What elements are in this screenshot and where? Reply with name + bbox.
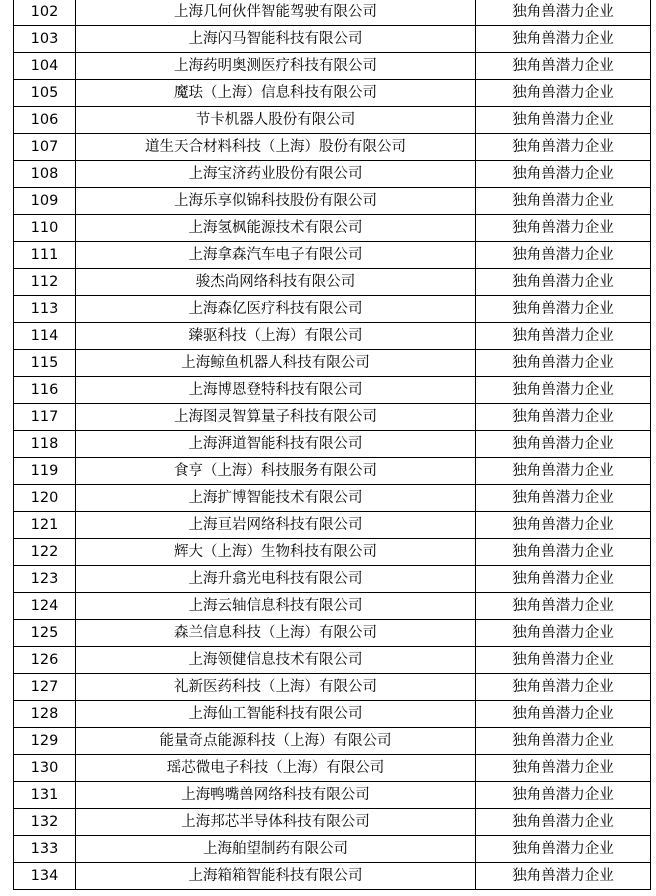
company-name: 臻驱科技（上海）有限公司 (76, 323, 476, 350)
company-name: 礼新医药科技（上海）有限公司 (76, 674, 476, 701)
row-number: 111 (14, 242, 76, 269)
table-row (14, 215, 651, 242)
company-name: 上海宝济药业股份有限公司 (76, 161, 476, 188)
row-number: 130 (14, 755, 76, 782)
table-row (14, 539, 651, 566)
row-number: 108 (14, 161, 76, 188)
table-row (14, 107, 651, 134)
table-row (14, 512, 651, 539)
company-name: 上海升翕光电科技有限公司 (76, 566, 476, 593)
table-row (14, 458, 651, 485)
company-category: 独角兽潜力企业 (476, 620, 651, 647)
row-number: 104 (14, 53, 76, 80)
table-row (14, 404, 651, 431)
company-name: 上海亘岩网络科技有限公司 (76, 512, 476, 539)
table-row (14, 431, 651, 458)
row-number: 105 (14, 80, 76, 107)
company-name: 上海药明奥测医疗科技有限公司 (76, 53, 476, 80)
company-name: 上海鲸鱼机器人科技有限公司 (76, 350, 476, 377)
table-row (14, 134, 651, 161)
company-category: 独角兽潜力企业 (476, 674, 651, 701)
company-name: 辉大（上海）生物科技有限公司 (76, 539, 476, 566)
company-category: 独角兽潜力企业 (476, 26, 651, 53)
row-number: 131 (14, 782, 76, 809)
row-number: 122 (14, 539, 76, 566)
company-name: 上海箱箱智能科技有限公司 (76, 863, 476, 890)
row-number: 128 (14, 701, 76, 728)
company-category: 独角兽潜力企业 (476, 836, 651, 863)
row-number: 124 (14, 593, 76, 620)
company-name: 节卡机器人股份有限公司 (76, 107, 476, 134)
row-number: 113 (14, 296, 76, 323)
company-category: 独角兽潜力企业 (476, 377, 651, 404)
table-row (14, 26, 651, 53)
table-row (14, 242, 651, 269)
company-name: 上海氢枫能源技术有限公司 (76, 215, 476, 242)
row-number: 110 (14, 215, 76, 242)
company-name: 上海扩博智能技术有限公司 (76, 485, 476, 512)
company-category: 独角兽潜力企业 (476, 242, 651, 269)
row-number: 123 (14, 566, 76, 593)
row-number: 133 (14, 836, 76, 863)
row-number: 119 (14, 458, 76, 485)
row-number: 125 (14, 620, 76, 647)
company-category: 独角兽潜力企业 (476, 755, 651, 782)
company-name: 魔珐（上海）信息科技有限公司 (76, 80, 476, 107)
row-number: 106 (14, 107, 76, 134)
company-category: 独角兽潜力企业 (476, 404, 651, 431)
company-table-body (14, 0, 651, 890)
table-row (14, 836, 651, 863)
company-name: 森兰信息科技（上海）有限公司 (76, 620, 476, 647)
table-row (14, 863, 651, 890)
company-category: 独角兽潜力企业 (476, 431, 651, 458)
company-category: 独角兽潜力企业 (476, 593, 651, 620)
company-category: 独角兽潜力企业 (476, 107, 651, 134)
row-number: 121 (14, 512, 76, 539)
company-name: 食亨（上海）科技服务有限公司 (76, 458, 476, 485)
company-category: 独角兽潜力企业 (476, 782, 651, 809)
table-row (14, 755, 651, 782)
row-number: 103 (14, 26, 76, 53)
company-category: 独角兽潜力企业 (476, 809, 651, 836)
company-name: 上海邦芯半导体科技有限公司 (76, 809, 476, 836)
row-number: 129 (14, 728, 76, 755)
company-category: 独角兽潜力企业 (476, 539, 651, 566)
table-row (14, 188, 651, 215)
company-category: 独角兽潜力企业 (476, 647, 651, 674)
table-row (14, 701, 651, 728)
company-category: 独角兽潜力企业 (476, 161, 651, 188)
company-name: 上海云轴信息科技有限公司 (76, 593, 476, 620)
table-row (14, 782, 651, 809)
table-row (14, 647, 651, 674)
company-name: 上海几何伙伴智能驾驶有限公司 (76, 0, 476, 26)
table-row (14, 80, 651, 107)
company-name: 瑶芯微电子科技（上海）有限公司 (76, 755, 476, 782)
row-number: 126 (14, 647, 76, 674)
company-name: 上海乐享似锦科技股份有限公司 (76, 188, 476, 215)
table-row (14, 566, 651, 593)
table-row (14, 0, 651, 26)
row-number: 109 (14, 188, 76, 215)
company-category: 独角兽潜力企业 (476, 728, 651, 755)
table-row (14, 53, 651, 80)
company-category: 独角兽潜力企业 (476, 188, 651, 215)
table-row (14, 377, 651, 404)
company-name: 上海仙工智能科技有限公司 (76, 701, 476, 728)
company-category: 独角兽潜力企业 (476, 863, 651, 890)
row-number: 116 (14, 377, 76, 404)
company-category: 独角兽潜力企业 (476, 296, 651, 323)
company-name: 能量奇点能源科技（上海）有限公司 (76, 728, 476, 755)
company-category: 独角兽潜力企业 (476, 323, 651, 350)
company-category: 独角兽潜力企业 (476, 134, 651, 161)
company-table (13, 0, 651, 890)
table-row (14, 809, 651, 836)
company-category: 独角兽潜力企业 (476, 485, 651, 512)
company-name: 上海图灵智算量子科技有限公司 (76, 404, 476, 431)
company-name: 道生天合材料科技（上海）股份有限公司 (76, 134, 476, 161)
company-name: 上海舶望制药有限公司 (76, 836, 476, 863)
company-name: 上海拿森汽车电子有限公司 (76, 242, 476, 269)
table-row (14, 296, 651, 323)
company-name: 上海湃道智能科技有限公司 (76, 431, 476, 458)
company-name: 上海鸭嘴兽网络科技有限公司 (76, 782, 476, 809)
row-number: 115 (14, 350, 76, 377)
table-row (14, 593, 651, 620)
company-category: 独角兽潜力企业 (476, 215, 651, 242)
table-row (14, 350, 651, 377)
company-category: 独角兽潜力企业 (476, 350, 651, 377)
company-name: 上海博恩登特科技有限公司 (76, 377, 476, 404)
row-number: 120 (14, 485, 76, 512)
company-name: 上海领健信息技术有限公司 (76, 647, 476, 674)
row-number: 117 (14, 404, 76, 431)
company-name: 骏杰尚网络科技有限公司 (76, 269, 476, 296)
company-list-sheet (13, 0, 650, 890)
table-row (14, 161, 651, 188)
company-category: 独角兽潜力企业 (476, 512, 651, 539)
table-row (14, 620, 651, 647)
row-number: 114 (14, 323, 76, 350)
company-category: 独角兽潜力企业 (476, 701, 651, 728)
company-name: 上海森亿医疗科技有限公司 (76, 296, 476, 323)
company-name: 上海闪马智能科技有限公司 (76, 26, 476, 53)
row-number: 112 (14, 269, 76, 296)
row-number: 107 (14, 134, 76, 161)
row-number: 102 (14, 0, 76, 26)
table-row (14, 269, 651, 296)
company-category: 独角兽潜力企业 (476, 458, 651, 485)
company-category: 独角兽潜力企业 (476, 80, 651, 107)
table-row (14, 323, 651, 350)
company-category: 独角兽潜力企业 (476, 0, 651, 26)
table-row (14, 485, 651, 512)
company-category: 独角兽潜力企业 (476, 269, 651, 296)
row-number: 118 (14, 431, 76, 458)
company-category: 独角兽潜力企业 (476, 53, 651, 80)
company-category: 独角兽潜力企业 (476, 566, 651, 593)
row-number: 127 (14, 674, 76, 701)
row-number: 134 (14, 863, 76, 890)
table-row (14, 674, 651, 701)
table-row (14, 728, 651, 755)
row-number: 132 (14, 809, 76, 836)
